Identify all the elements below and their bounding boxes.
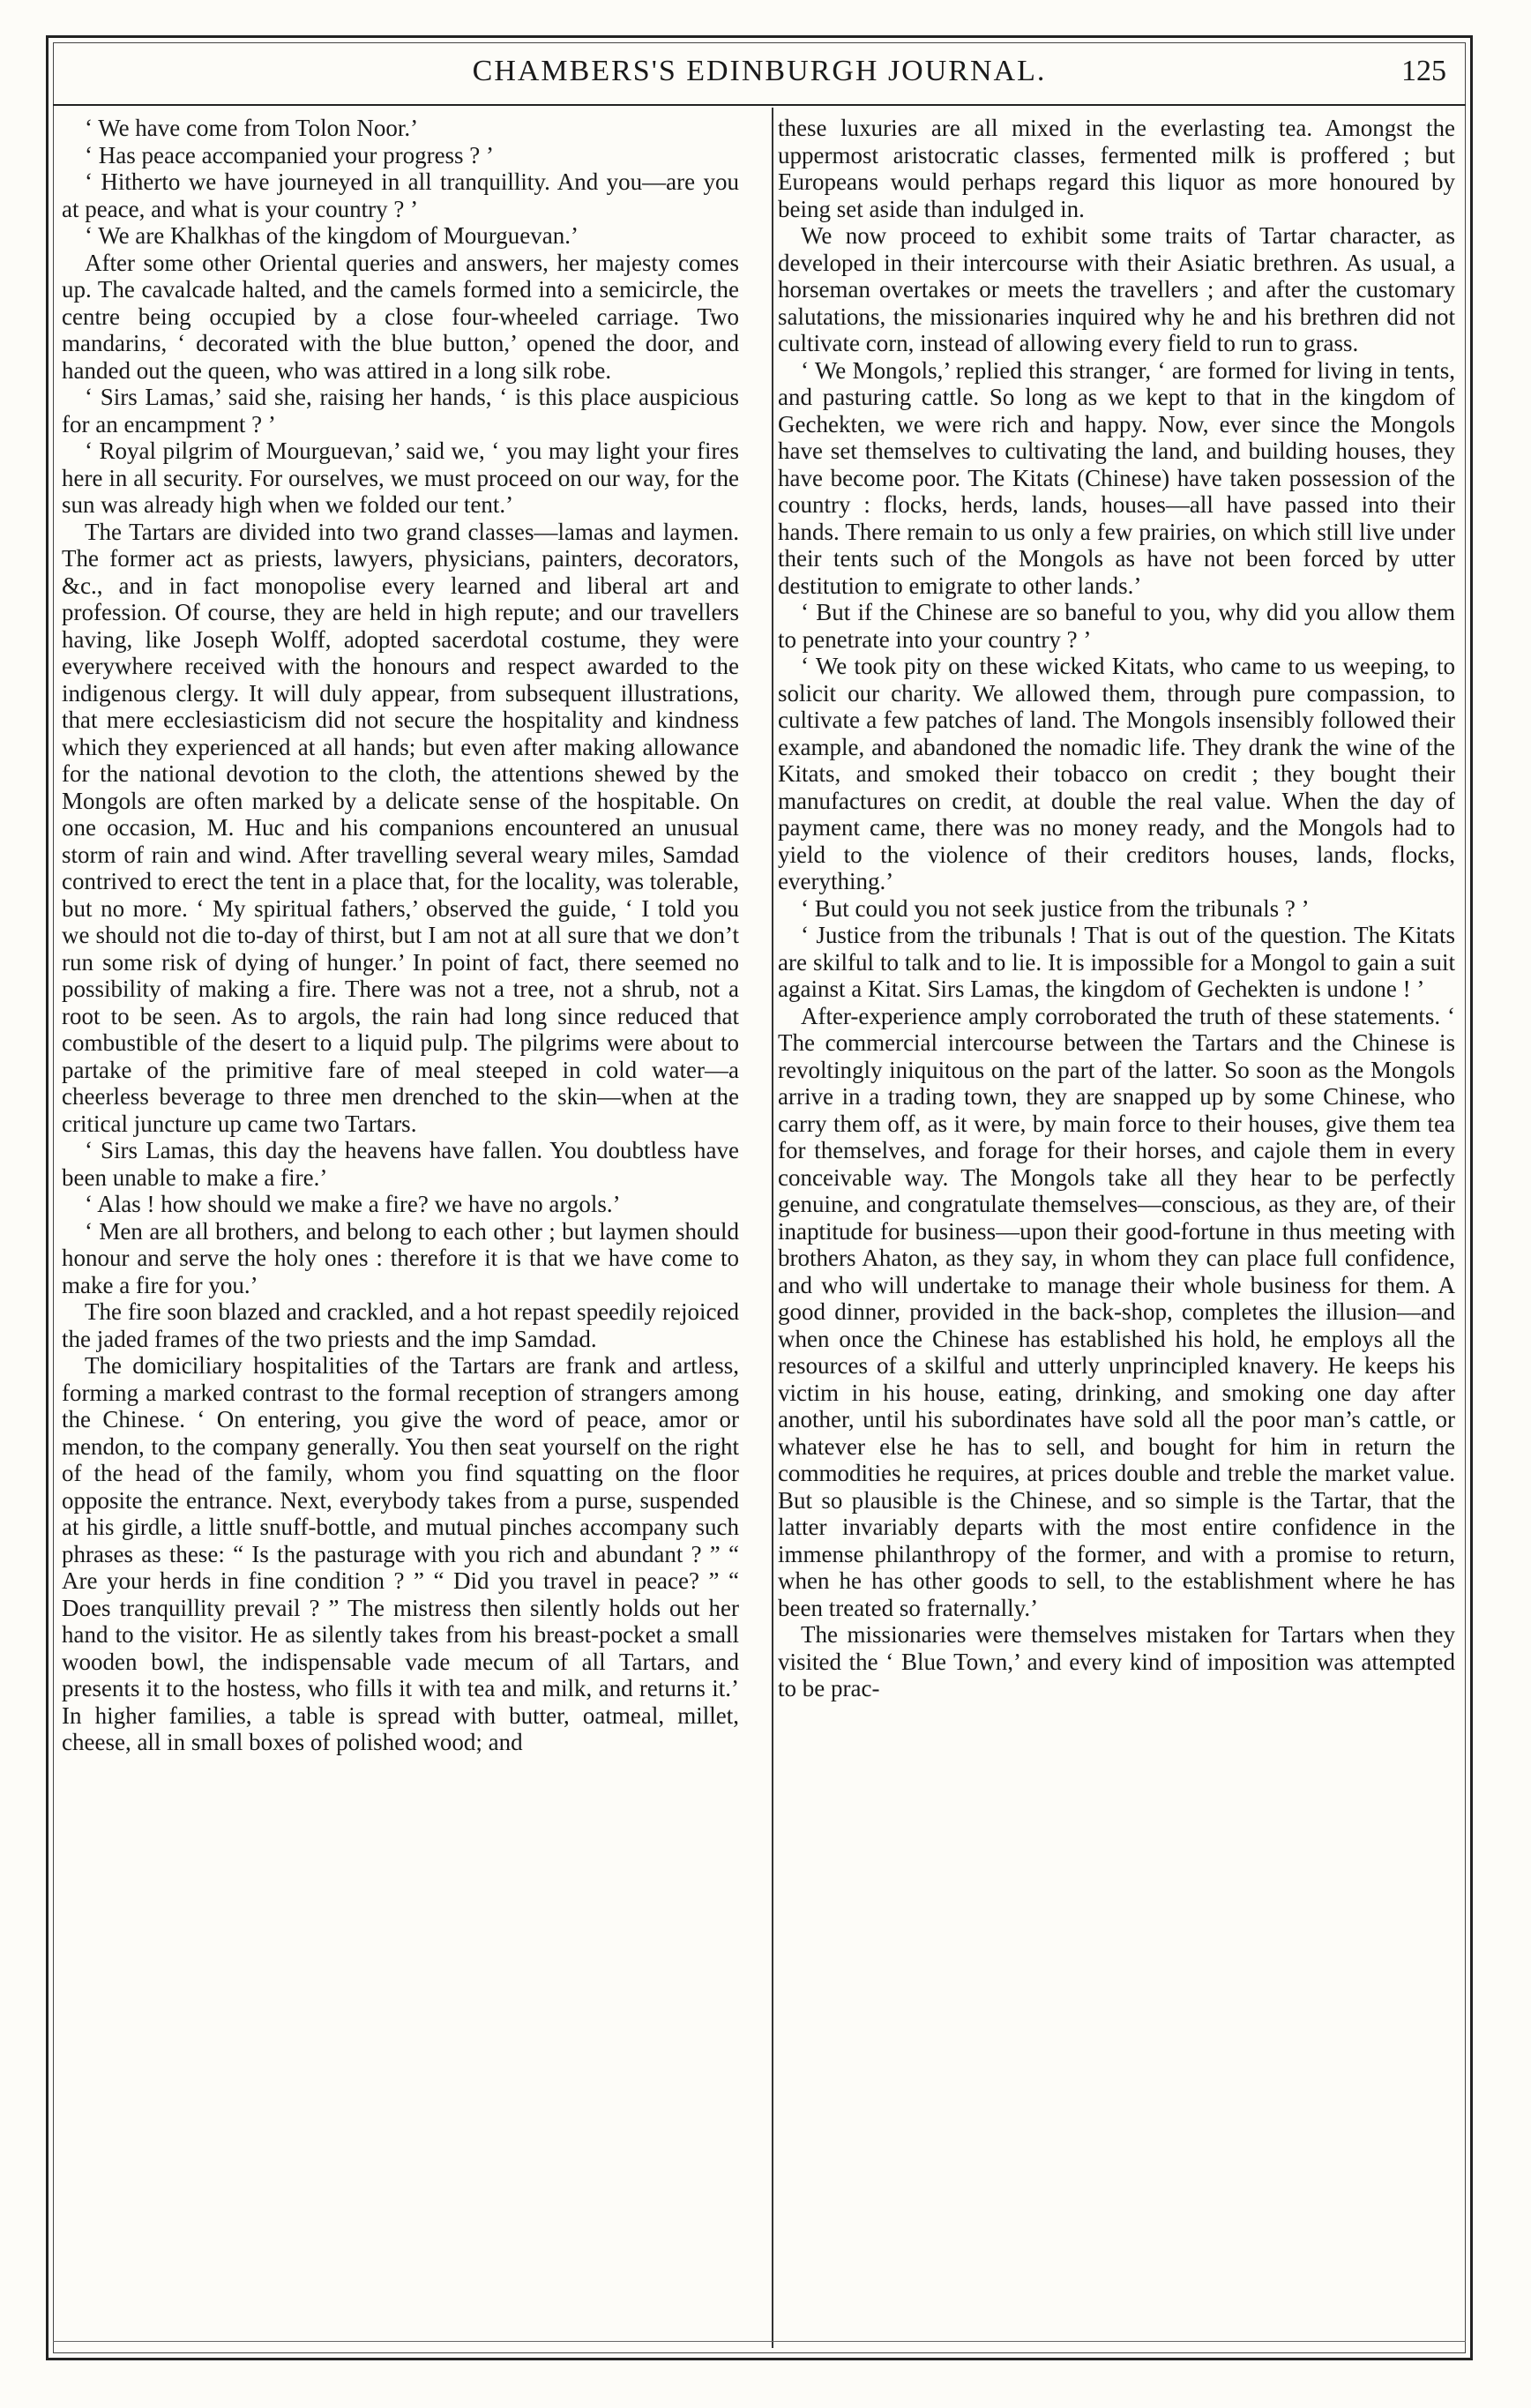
paragraph: ‘ Royal pilgrim of Mourguevan,’ said we, ‘ you may light your fires here in all security. For ourselves, we must proceed on our way, for the sun was already high when we folded our tent.’	[62, 437, 739, 518]
paragraph: The domiciliary hospitalities of the Tartars are frank and artless, forming a marked contrast to the formal reception of strangers among the Chinese. ‘ On entering, you give the word of peace, amor or mendon, to the company generally. You then seat yourself on the right of the head of the family, whom you find squatting on the floor opposite the entrance. Next, everybody takes from a purse, suspended at his girdle, a little snuff-bottle, and mutual pinches accompany such phrases as these: “ Is the pasturage with you rich and abundant ? ” “ Are your herds in fine condition ? ” “ Did you travel in peace? ” “ Does tranquillity prevail ? ” The mistress then silently holds out her hand to the visitor. He as silently takes from his breast-pocket a small wooden bowl, the indispensable vade mecum of all Tartars, and presents it to the hostess, who fills it with tea and milk, and returns it.’ In higher families, a table is spread with butter, oatmeal, millet, cheese, all in small boxes of polished wood; and	[62, 1352, 739, 1755]
paragraph: ‘ Men are all brothers, and belong to each other ; but laymen should honour and serve the holy ones : therefore it is that we have come to make a fire for you.’	[62, 1217, 739, 1298]
paragraph: ‘ But could you not seek justice from the tribunals ? ’	[801, 894, 1310, 922]
paragraph: ‘ We are Khalkhas of the kingdom of Mourguevan.’	[85, 222, 579, 249]
paragraph: ‘ We took pity on these wicked Kitats, who came to us weeping, to solicit our charity. We allowed them, through pure compassion, to cultivate a few patches of land. The Mongols insensibly followed their example, and abandoned the nomadic life. They drank the wine of the Kitats, and smoked their tobacco on credit ; they bought their manufactures on credit, at double the real value. When the day of payment came, there was no money ready, and the Mongols had to yield to the violence of their creditors houses, lands, flocks, everything.’	[778, 653, 1455, 894]
running-header	[53, 42, 1466, 106]
journal-title: CHAMBERS'S EDINBURGH JOURNAL.	[472, 55, 1047, 87]
right-column	[778, 115, 1455, 2337]
paragraph: The fire soon blazed and crackled, and a hot repast speedily rejoiced the jaded frames of the two priests and the imp Samdad.	[62, 1298, 739, 1352]
paragraph: We now proceed to exhibit some traits of Tartar character, as developed in their intercourse with their Asiatic brethren. As usual, a horseman overtakes or meets the travellers ; and after the customary salutations, the missionaries inquired why he and his brethren did not cultivate corn, instead of allowing every field to run to grass.	[778, 222, 1455, 356]
paragraph: After some other Oriental queries and answers, her majesty comes up. The cavalcade halted, and the camels formed into a semicircle, the centre being occupied by a close four-wheeled carriage. Two mandarins, ‘ decorated with the blue button,’ opened the door, and handed out the queen, who was attired in a long silk robe.	[62, 249, 739, 384]
paragraph: ‘ Has peace accompanied your progress ? ’	[85, 141, 495, 168]
paragraph: ‘ We have come from Tolon Noor.’	[85, 115, 419, 141]
paragraph: ‘ Hitherto we have journeyed in all tranquillity. And you—are you at peace, and what is your country ? ’	[62, 168, 739, 222]
page-number: 125	[1401, 55, 1446, 87]
paragraph: ‘ We Mongols,’ replied this stranger, ‘ are formed for living in tents, and pasturing cattle. So long as we kept to that in the kingdom of Gechekten, we were rich and happy. Now, ever since the Mongols have set themselves to cultivating the land, and building houses, they have become poor. The Kitats (Chinese) have taken possession of the country : flocks, herds, lands, houses—all have passed into their hands. There remain to us only a few prairies, on which still live under their tents such of the Mongols as have not been forced by utter destitution to emigrate to other lands.’	[778, 356, 1455, 599]
paragraph: these luxuries are all mixed in the everlasting tea. Amongst the uppermost aristocratic classes, fermented milk is proffered ; but Europeans would perhaps regard this liquor as more honoured by being set aside than indulged in.	[778, 115, 1455, 222]
paragraph: The missionaries were themselves mistaken for Tartars when they visited the ‘ Blue Town,’ and every kind of imposition was attempted to be prac-	[778, 1621, 1455, 1701]
bottom-rule	[53, 2341, 1466, 2342]
paragraph: ‘ But if the Chinese are so baneful to you, why did you allow them to penetrate into your country ? ’	[778, 599, 1455, 653]
paragraph: After-experience amply corroborated the truth of these statements. ‘ The commercial intercourse between the Tartars and the Chinese is revoltingly iniquitous on the part of the latter. So soon as the Mongols arrive in a trading town, they are snapped up by some Chinese, who carry them off, as it were, by main force to their houses, give them tea for themselves, and forage for their horses, and cajole them in every conceivable way. The Mongols take all they hear to be perfectly genuine, and congratulate themselves—conscious, as they are, of their inaptitude for business—upon their good-fortune in thus meeting with brothers Ahaton, as they say, in whom they can place full confidence, and who will undertake to manage their whole business for them. A good dinner, provided in the back-shop, completes the illusion—and when once the Chinese has established his hold, he employs all the resources of a skilful and utterly unprincipled knavery. He keeps his victim in his house, eating, drinking, and smoking one day after another, until his subordinates have sold all the poor man’s cattle, or whatever else he has to sell, and bought for him in return the commodities he requires, at prices double and treble the market value. But so plausible is the Chinese, and so simple is the Tartar, that the latter invariably departs with the most entire confidence in the immense philanthropy of the former, and with a promise to return, when he has other goods to sell, to the establishment where he has been treated so fraternally.’	[778, 1002, 1455, 1621]
paragraph: The Tartars are divided into two grand classes—lamas and laymen. The former act as priests, lawyers, physicians, painters, decorators, &c., and in fact monopolise every learned and liberal art and profession. Of course, they are held in high repute; and our travellers having, like Joseph Wolff, adopted sacerdotal costume, they were everywhere received with the honours and respect awarded to the indigenous clergy. It will duly appear, from subsequent illustrations, that mere ecclesiasticism did not secure the hospitality and kindness which they experienced at all hands; but even after making allowance for the national devotion to the cloth, the attentions shewed by the Mongols are often marked by a delicate sense of the hospitable. On one occasion, M. Huc and his companions encountered an unusual storm of rain and wind. After travelling several weary miles, Samdad contrived to erect the tent in a place that, for the locality, was tolerable, but no more. ‘ My spiritual fathers,’ observed the guide, ‘ I told you we should not die to-day of thirst, but I am not at all sure that we don’t run some risk of dying of hunger.’ In point of fact, there seemed no possibility of making a fire. There was not a tree, not a shrub, not a root to be seen. As to argols, the rain had long since reduced that combustible of the desert to a liquid pulp. The pilgrims were about to partake of the primitive fare of meal steeped in cold water—a cheerless beverage to three men drenched to the skin—when at the critical juncture up came two Tartars.	[62, 518, 739, 1137]
paragraph: ‘ Alas ! how should we make a fire? we have no argols.’	[85, 1191, 621, 1217]
paragraph: ‘ Sirs Lamas,’ said she, raising her hands, ‘ is this place auspicious for an encampment ? ’	[62, 384, 739, 437]
article-body	[62, 115, 1455, 2337]
left-column	[62, 115, 739, 2337]
paragraph: ‘ Justice from the tribunals ! That is out of the question. The Kitats are skilful to talk and to lie. It is impossible for a Mongol to gain a suit against a Kitat. Sirs Lamas, the kingdom of Gechekten is undone ! ’	[778, 922, 1455, 1002]
paragraph: ‘ Sirs Lamas, this day the heavens have fallen. You doubtless have been unable to make a fire.’	[62, 1137, 739, 1191]
